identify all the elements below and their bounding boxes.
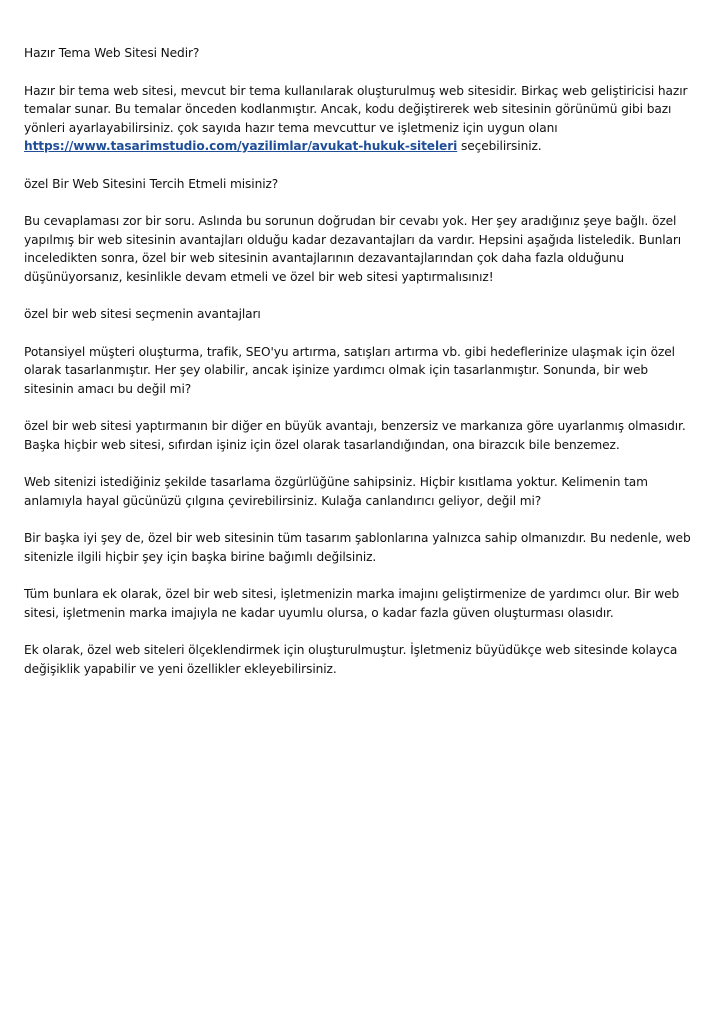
paragraph-scalability: Ek olarak, özel web siteleri ölçeklendirmek için oluşturulmuştur. İşletmeniz büyüdükçe web sitesinde kolayca değişiklik yapabilir ve yeni özellikler ekleyebilirsiniz. xyxy=(24,643,678,676)
paragraph-brand-image: Tüm bunlara ek olarak, özel bir web sitesi, işletmenizin marka imajını geliştirmenize de yardımcı olur. Bir web sitesi, işletmenin marka imajıyla ne kadar uyumlu olursa, o kadar fazla güven oluşturması olasıdır. xyxy=(24,587,680,620)
paragraph-freedom: Web sitenizi istediğiniz şekilde tasarlama özgürlüğüne sahipsiniz. Hiçbir kısıtlama yoktur. Kelimenin tam anlamıyla hayal gücünüzü çılgına çevirebilirsiniz. Kulağa canlandırıcı geliyor, değil mi? xyxy=(24,475,648,508)
paragraph-unique: özel bir web sitesi yaptırmanın bir diğer en büyük avantajı, benzersiz ve markanıza göre uyarlanmış olmasıdır. Başka hiçbir web sitesi, sıfırdan işiniz için özel olarak tasarlandığından, ona birazcık bile benzemez. xyxy=(24,419,686,452)
document-page xyxy=(24,44,698,697)
tasarimstudio-link[interactable]: https://www.tasarimstudio.com/yazilimlar/avukat-hukuk-siteleri xyxy=(24,139,458,153)
heading-ready-theme: Hazır Tema Web Sitesi Nedir? xyxy=(24,46,200,60)
paragraph-ownership: Bir başka iyi şey de, özel bir web sitesinin tüm tasarım şablonlarına yalnızca sahip olmanızdır. Bu nedenle, web sitenizle ilgili hiçbir şey için başka birine bağımlı değilsiniz. xyxy=(24,531,691,564)
paragraph-ready-theme-tail: seçebilirsiniz. xyxy=(457,139,542,153)
paragraph-answer: Bu cevaplaması zor bir soru. Aslında bu sorunun doğrudan bir cevabı yok. Her şey aradığınız şeye bağlı. özel yapılmış bir web sitesinin avantajları olduğu kadar dezavantajları da vardır. Hepsini aşağıda listeledik. Bunları inceledikten sonra, özel bir web sitesinin avantajlarının dezavantajlarından çok daha fazla olduğunu düşünüyorsanız, kesinlikle devam etmeli ve özel bir web sitesi yaptırmalısınız! xyxy=(24,214,682,284)
paragraph-ready-theme-text: Hazır bir tema web sitesi, mevcut bir tema kullanılarak oluşturulmuş web sitesidir. Birkaç web geliştiricisi hazır temalar sunar. Bu temalar önceden kodlanmıştır. Ancak, kodu değiştirerek web sitesinin görünümü gibi bazı yönleri ayarlayabilirsiniz. çok sayıda hazır tema mevcuttur ve işletmeniz için uygun olanı xyxy=(24,83,688,135)
paragraph-ready-theme xyxy=(24,82,698,156)
heading-advantages: özel bir web sitesi seçmenin avantajları xyxy=(24,307,261,321)
paragraph-goals: Potansiyel müşteri oluşturma, trafik, SEO'yu artırma, satışları artırma vb. gibi hedeflerinize ulaşmak için özel olarak tasarlanmıştır. Her şey olabilir, ancak işinize yardımcı olmak için tasarlanmıştır. Sonunda, bir web sitesinin amacı bu değil mi? xyxy=(24,344,675,396)
heading-custom-site-question: özel Bir Web Sitesini Tercih Etmeli misiniz? xyxy=(24,176,279,191)
